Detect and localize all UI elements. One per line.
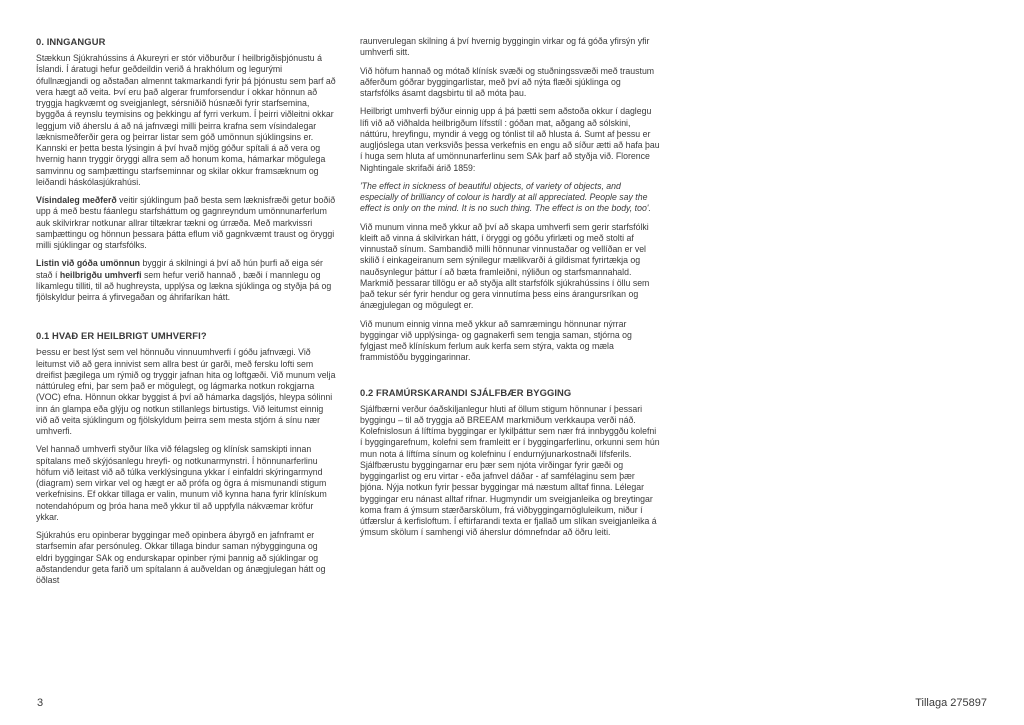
paragraph-clinical-areas: Við höfum hannað og mótað klínísk svæði og stuðningssvæði með traustum aðferðum góðrar byggingarlistar, með því að nýta flæði sjúklinga og starfsfólks ásamt dagsbirtu til að móta þau.: [360, 65, 655, 98]
nightingale-quote: 'The effect in sickness of beautiful objects, of variety of objects, and especially of brilliancy of colour is hardly at all appreciated. People say the effect is only on the mind. It is no such thing. The effect is on the body, too'.: [360, 180, 651, 214]
section-spacer: [36, 310, 336, 330]
paragraph-art-of-care: [36, 258, 336, 303]
page-number: 3: [37, 697, 44, 709]
section-heading-sustainable-building: 0.2 FRAMÚRSKARANDI SJÁLFBÆR BYGGING: [360, 386, 572, 398]
paragraph-intro: Stækkun Sjúkrahússins á Akureyri er stór viðburður í heilbrigðisþjónustu á Íslandi. Í áratugi hefur geðdeildin verið á hrakhólum og legurými ófullnægjandi og aðstaðan almennt takmarkandi fyrir þá þjónustu sem þarf að vera hægt að veita. Því eru það algerar frumforsendur í okkar hönnun að tryggja hagkvæmt og sveigjanlegt, sérsniðið húsnæði fyrir starfsemina, byggða á reynslu teymisins og þekkingu af fyrri verkum. Í þeirri viðleitni okkar leggjum við áherslu á að ná jafnvægi milli þeirra krafna sem vísindalegar læknismeðferðir gera og þeirrar listar sem góð umönnun sjúklingsins er. Kannski er þetta besta lýsingin á því hvað mjög góður spítali á að vera og hvernig hann tryggir öryggi allra sem að honum koma, hámarkar mögulega samvinnu og samþættingu starfseminnar og skilar okkur framsæknum og leiðandi háskólasjúkrahúsi.: [36, 53, 336, 187]
paragraph-staff-environment: Við munum vinna með ykkur að því að skapa umhverfi sem gerir starfsfólki kleift að vinna á skilvirkan hátt, í öryggi og góðu yfirlæti og með stolti af vinnustað sínum. Sambandið milli hönnunar vinnustaðar og vellíðan er vel skilið í einkageiranum sem sýnilegur mælikvarði á gildismat fyrirtækja og nauðsynlegur þáttur í að bæta framleiðni, nýliðun og starfsmannahald. Markmið þessarar tillögu er að styðja allt starfsfólk sjúkrahússins í öllu sem það tekur sér fyrir hendur og gera vinnutíma þess eins árangursríkan og ánægjulegan og mögulegt er.: [360, 221, 650, 311]
paragraph-work-environment: Þessu er best lýst sem vel hönnuðu vinnuumhverfi í góðu jafnvægi. Við leitumst við að gera innivist sem allra best úr garði, með fersku lofti sem dreifist þægilega um rýmið og tryggir jafnan hita og loftgæði. Við munum velja náttúruleg efni, þar sem það er mögulegt, og lágmarka notkun rokgjarna (VOC) efna. Hönnun okkar byggist á því að hámarka dagsljós, hleypa sólinni inn án glampa eða glýju og notkun stillanlegs birtustigs. Við leitumst einnig við að veita sjúklingum og fjölskyldum þeirra sem mesta stjórn á sínu nær umhverfi.: [36, 347, 336, 436]
right-column: [360, 36, 660, 546]
paragraph-scientific-treatment-text: veitir sjúklingum það besta sem læknisfræði getur boðið upp á með bestu fáanlegu starfsháttum og gagnreyndum umönnunarferlum auk skilvirkrar notkunar allrar tiltækrar tækni og úrræða. Með markvissri samþættingu og hönnun þessara þátta eflum við gagnkvæmt traust og öryggi milli sjúklingar og starfsfólks.: [36, 195, 336, 250]
paragraph-scientific-treatment: [36, 195, 336, 251]
bold-healthy-environment: heilbrigðu umhverfi: [59, 269, 142, 280]
paragraph-information-systems: Við munum einnig vinna með ykkur að samræmingu hönnunar nýrrar byggingar við upplýsinga- og gagnakerfi sem tengja saman, stjórna og fylgjast með klínískum ferlum auk kerfa sem stýra, vakta og mæla frammistöðu byggingarinnar.: [360, 318, 632, 363]
bold-art-of-care: Listin við góða umönnun: [36, 258, 141, 269]
section-spacer: [360, 371, 660, 387]
paragraph-art-of-care-text-2: sem hefur verið hannað , bæði í mannlegu og líkamlegu tilliti, til að hughreysta, upplýsa og lækna sjúklinga og styðja þá og fjölskyldur þeirra á yfirvegaðan og áhrifaríkan hátt.: [36, 269, 332, 302]
proposal-reference: Tillaga 275897: [915, 697, 987, 709]
section-heading-inngangur: 0. INNGANGUR: [36, 36, 106, 47]
left-column: [36, 36, 336, 593]
paragraph-continued: raunverulegan skilning á því hvernig byggingin virkar og fá góða yfirsýn yfir umhverfi sitt.: [360, 36, 650, 58]
paragraph-social-interaction: Vel hannað umhverfi styður líka við félagsleg og klínísk samskipti innan spítalans með skýjósanlegu hreyfi- og notkunarmynstri. Í hönnunarferlinu höfum við leitast við að túlka verklýsinguna ykkar í einfaldri skýringarmynd (diagram) sem virkar vel og hægt er að prófa og ögra á mismunandi stigum verkefnisins. Ef okkar tillaga er valin, munum við kynna hana fyrir klínískum notendahópum og þróa hana með ykkur til að uppfylla nákvæmar kröfur ykkar.: [36, 444, 327, 522]
paragraph-art-of-care-text-1: byggir á skilningi á því að hún þurfi að eiga sér stað í: [36, 258, 323, 280]
paragraph-daily-life: Heilbrigt umhverfi býður einnig upp á þá þætti sem aðstoða okkur í daglegu lífi við að viðhalda heilbrigðum lífsstíl : góðan mat, aðgang að sólskini, náttúru, hreyfingu, myndir á vegg og tónlist til að hlusta á. Sumt af þessu er augljóslega utan verksviðs þessa verkefnis en engu að síður ætti að hafa þau í huga sem hluta af umönnunarferlinu sem SAk þarf að styðja við. Florence Nightingale skrifaði árið 1859:: [360, 106, 660, 173]
paragraph-public-buildings: Sjúkrahús eru opinberar byggingar með opinbera ábyrgð en jafnframt er starfsemin afar persónuleg. Okkar tillaga bindur saman nýbygginguna og eldri byggingar SAk og endurskapar opinber rými þannig að sjúklingar og aðstandendur geta farið um spítalann á auðveldan og ánægjulegan hátt og öðlast: [36, 530, 326, 585]
bold-scientific-treatment: Vísindaleg meðferð: [36, 195, 117, 205]
paragraph-sustainability: Sjálfbærni verður óaðskiljanlegur hluti af öllum stigum hönnunar í þessari byggingu – til að tryggja að BREEAM markmiðum verkkaupa verði náð. Kolefnislosun á líftíma byggingar er lykilþáttur sem nær frá innbyggðu kolefni í byggingarefnum, kolefni sem framleitt er í byggingarferlinu, orkunni sem hún mun nota á líftíma sínum og kolefninu í endurnýjunarkostnaði lífsferils. Sjálfbærustu byggingarnar eru þær sem njóta virðingar fyrir gæði og byggingarlist og eru virtar - eða jafnvel dáðar - af samfélaginu sem þær þjóna. Nýja notkun fyrir þessar byggingar má næstum alltaf finna. Lélegar byggingar eru nánast alltaf rifnar. Hugmyndir um sveigjanleika og breytingar koma fram á ýmsum stærðarskölum, frá viðbyggingarnögluleikum, niður í útfærslur á kerfisloftum. Í eftirfarandi texta er fjallað um slíkan sveigjanleika á ýmsum skölum í samhengi við áherslur dómnefndar að öðru leiti.: [360, 403, 660, 538]
section-heading-healthy-environment: 0.1 HVAÐ ER HEILBRIGT UMHVERFI?: [36, 330, 207, 342]
